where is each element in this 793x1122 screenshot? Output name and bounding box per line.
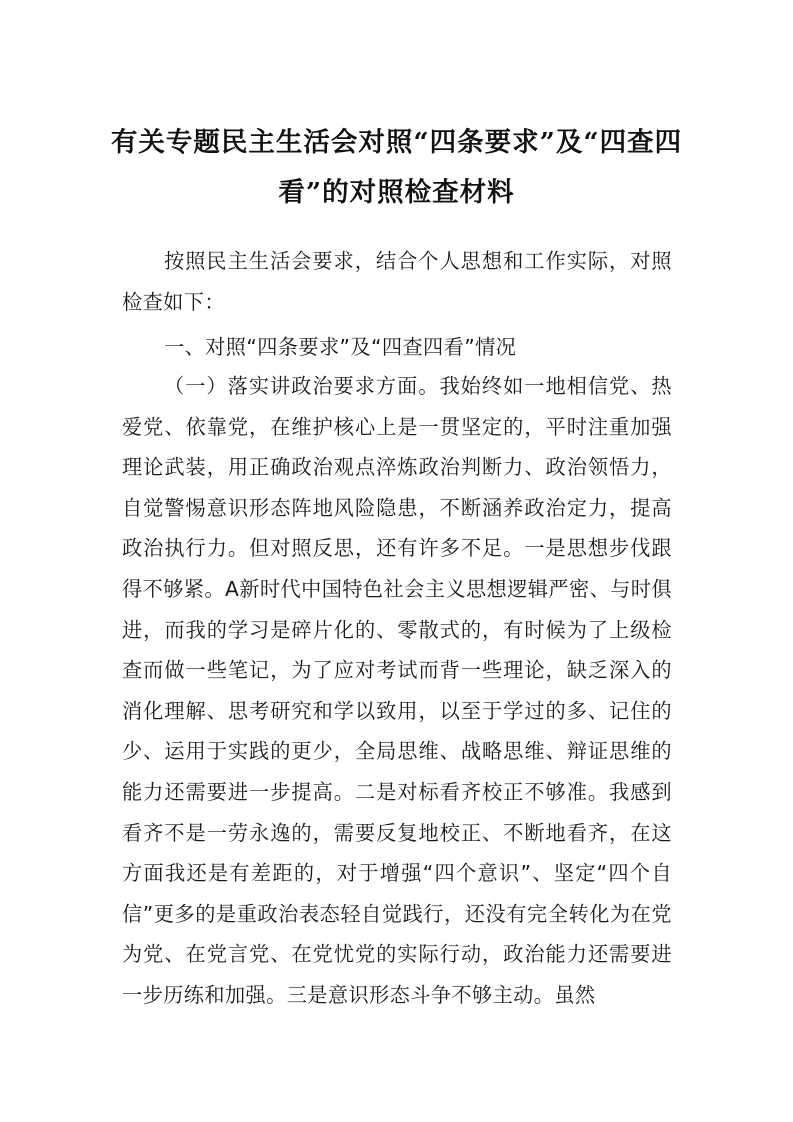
intro-paragraph: 按照民主生活会要求，结合个人思想和工作实际，对照检查如下： xyxy=(122,249,672,314)
section-heading: 一、对照“四条要求”及“四查四看”情况 xyxy=(164,335,517,359)
document-title: 有关专题民主生活会对照“四条要求”及“四查四看”的对照检查材料 xyxy=(110,127,683,208)
body-paragraph: （一）落实讲政治要求方面。我始终如一地相信党、热爱党、依靠党，在维护核心上是一贯坚定的，平时注重加强理论武装，用正确政治观点淬炼政治判断力、政治领悟力，自觉警惕意识形态阵地风险隐患，不断涵养政治定力，提高政治执行力。但对照反思，还有许多不足。一是思想步伐跟得不够紧。A新时代中国特色社会主义思想逻辑严密、与时俱进，而我的学习是碎片化的、零散式的，有时候为了上级检查而做一些笔记，为了应对考试而背一些理论，缺乏深入的消化理解、思考研究和学以致用，以至于学过的多、记住的少、运用于实践的更少，全局思维、战略思维、辩证思维的能力还需要进一步提高。二是对标看齐校正不够准。我感到看齐不是一劳永逸的，需要反复地校正、不断地看齐，在这方面我还是有差距的，对于增强“四个意识”、坚定“四个自信”更多的是重政治表态轻自觉践行，还没有完全转化为在党为党、在党言党、在党忧党的实际行动，政治能力还需要进一步历练和加强。三是意识形态斗争不够主动。虽然 xyxy=(122,374,672,1007)
